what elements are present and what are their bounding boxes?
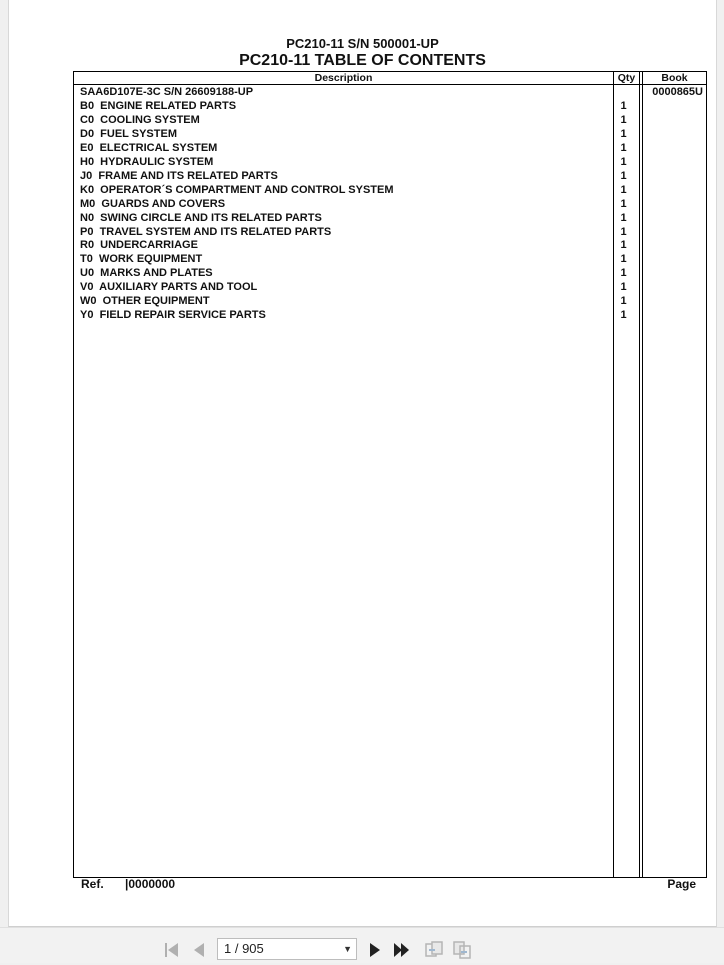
row-qty: 1 [620, 211, 627, 224]
row-description: E0 ELECTRICAL SYSTEM [80, 141, 218, 154]
row-qty: 1 [620, 127, 627, 140]
next-page-icon[interactable] [366, 940, 386, 960]
row-description: W0 OTHER EQUIPMENT [80, 295, 210, 308]
contents-table [73, 71, 707, 878]
row-qty: 1 [620, 155, 627, 168]
row-description: D0 FUEL SYSTEM [80, 127, 177, 140]
row-qty: 1 [620, 239, 627, 252]
ref-value: |0000000 [125, 877, 176, 891]
table-row [74, 308, 706, 322]
row-description: R0 UNDERCARRIAGE [80, 239, 198, 252]
table-row [74, 85, 706, 99]
row-qty: 1 [620, 141, 627, 154]
table-row [74, 252, 706, 266]
table-row [74, 197, 706, 211]
ref-label: Ref. [81, 877, 104, 891]
row-description: J0 FRAME AND ITS RELATED PARTS [80, 169, 278, 182]
chevron-down-icon: ▼ [343, 944, 352, 954]
table-row [74, 238, 706, 252]
table-row [74, 211, 706, 225]
row-description: U0 MARKS AND PLATES [80, 267, 213, 280]
previous-view-icon[interactable] [424, 940, 444, 960]
row-qty: 1 [620, 99, 627, 112]
previous-page-icon[interactable] [190, 940, 210, 960]
table-row [74, 280, 706, 294]
row-qty: 1 [620, 281, 627, 294]
table-row [74, 141, 706, 155]
document-title-line1: PC210-11 S/N 500001-UP [286, 36, 439, 51]
table-row [74, 127, 706, 141]
page-number-select[interactable] [217, 938, 357, 960]
table-row [74, 225, 706, 239]
row-qty: 1 [620, 197, 627, 210]
column-header-description: Description [314, 72, 373, 84]
row-description: M0 GUARDS AND COVERS [80, 197, 226, 210]
row-book: 0000865U [652, 86, 703, 98]
row-qty: 1 [620, 253, 627, 266]
table-row [74, 169, 706, 183]
row-qty: 1 [620, 225, 627, 238]
row-qty: 1 [620, 309, 627, 322]
row-description: Y0 FIELD REPAIR SERVICE PARTS [80, 309, 266, 322]
first-page-icon[interactable] [162, 940, 182, 960]
row-qty: 1 [620, 267, 627, 280]
table-row [74, 99, 706, 113]
table-row [74, 183, 706, 197]
row-description: V0 AUXILIARY PARTS AND TOOL [80, 281, 258, 294]
column-header-book: Book [661, 72, 688, 84]
column-header-qty: Qty [617, 72, 636, 84]
row-description: N0 SWING CIRCLE AND ITS RELATED PARTS [80, 211, 322, 224]
page-label: Page [667, 877, 696, 891]
row-description: K0 OPERATOR´S COMPARTMENT AND CONTROL SYSTEM [80, 183, 394, 196]
table-row [74, 294, 706, 308]
document-title-line2: PC210-11 TABLE OF CONTENTS [239, 52, 486, 69]
row-qty: 1 [620, 295, 627, 308]
row-description: T0 WORK EQUIPMENT [80, 253, 203, 266]
row-qty: 1 [620, 183, 627, 196]
row-description: C0 COOLING SYSTEM [80, 113, 200, 126]
row-description: SAA6D107E-3C S/N 26609188-UP [80, 86, 254, 98]
viewer-toolbar [0, 927, 724, 963]
row-description: P0 TRAVEL SYSTEM AND ITS RELATED PARTS [80, 225, 332, 238]
table-row [74, 113, 706, 127]
row-qty: 1 [620, 169, 627, 182]
table-row [74, 155, 706, 169]
last-page-icon[interactable] [392, 940, 412, 960]
row-qty: 1 [620, 113, 627, 126]
row-description: H0 HYDRAULIC SYSTEM [80, 155, 214, 168]
next-view-icon[interactable] [452, 940, 472, 960]
page-indicator: 1 / 905 [224, 941, 264, 956]
row-description: B0 ENGINE RELATED PARTS [80, 99, 237, 112]
document-page [8, 0, 717, 927]
table-row [74, 266, 706, 280]
